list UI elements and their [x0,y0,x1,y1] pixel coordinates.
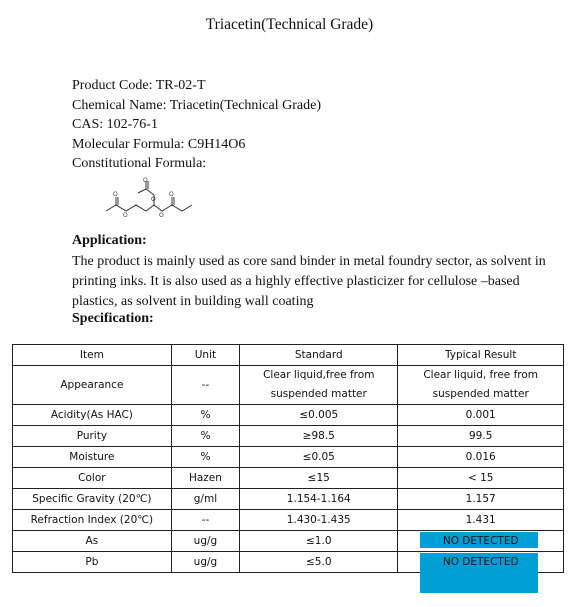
svg-text:O: O [123,212,128,219]
product-code: Product Code: TR-02-T [72,78,206,93]
cell-unit: g/ml [171,489,239,510]
table-row [13,468,564,489]
svg-text:O: O [169,191,174,198]
cell-item: Specific Gravity (20℃) [13,489,172,510]
table-row [13,426,564,447]
table-header-row [13,345,564,366]
cell-standard: ≤15 [240,468,398,489]
cell-result: 1.431 [398,510,564,531]
header-standard: Standard [240,345,398,366]
cell-result: NO DETECTED [442,535,519,547]
cell-result: 0.001 [398,405,564,426]
cell-unit: ug/g [171,531,239,552]
structural-formula-image [96,177,206,237]
cell-unit: -- [171,510,239,531]
cell-item: Pb [13,552,172,573]
cell-result: NO DETECTED [442,556,519,568]
cell-result: 1.157 [398,489,564,510]
svg-text:O: O [113,191,118,198]
cell-result-highlighted [398,531,564,552]
cell-standard: ≤0.05 [240,447,398,468]
cell-result: 99.5 [398,426,564,447]
specification-table [12,344,564,573]
table-row [13,489,564,510]
cell-result: < 15 [398,468,564,489]
cell-unit: -- [171,366,239,405]
cell-unit: % [171,447,239,468]
svg-text:O: O [159,212,164,219]
chemical-name: Chemical Name: Triacetin(Technical Grade) [72,97,321,113]
cell-unit: ug/g [171,552,239,573]
cell-standard: Clear liquid,free from suspended matter [240,366,398,405]
svg-text:O: O [143,177,148,184]
molecular-formula: Molecular Formula: C9H14O6 [72,136,246,152]
product-info [72,76,321,174]
cell-item: Appearance [13,366,172,405]
table-row [13,552,564,573]
cell-item: Acidity(As HAC) [13,405,172,426]
table-row [13,366,564,405]
document-title: Triacetin(Technical Grade) [205,16,374,33]
cell-unit: Hazen [171,468,239,489]
cas-number: CAS: 102-76-1 [72,117,158,132]
table-row [13,447,564,468]
cell-item: Color [13,468,172,489]
header-item: Item [13,345,172,366]
cell-item: Refraction Index (20℃) [13,510,172,531]
cell-standard: 1.154-1.164 [240,489,398,510]
specification-heading: Specification: [72,311,154,326]
table-row [13,531,564,552]
svg-text:O: O [151,196,156,203]
table-row [13,405,564,426]
cell-result-highlighted [398,552,564,573]
cell-item: Moisture [13,447,172,468]
cell-item: Purity [13,426,172,447]
cell-standard: 1.430-1.435 [240,510,398,531]
cell-unit: % [171,405,239,426]
cell-standard: ≤0.005 [240,405,398,426]
cell-result: 0.016 [398,447,564,468]
cell-result: Clear liquid, free from suspended matter [398,366,564,405]
cell-unit: % [171,426,239,447]
application-text: The product is mainly used as core sand binder in metal foundry sector, as solvent in printing inks. It is also used as a highly effective plasticizer for cellulose –based plastics, as solvent in building wall coating [72,254,546,309]
cell-standard: ≤5.0 [240,552,398,573]
header-unit: Unit [171,345,239,366]
cell-item: As [13,531,172,552]
application-heading: Application: [72,233,147,248]
header-typical-result: Typical Result [398,345,564,366]
table-row [13,510,564,531]
cell-standard: ≤1.0 [240,531,398,552]
constitutional-formula-label: Constitutional Formula: [72,156,207,171]
cell-standard: ≥98.5 [240,426,398,447]
